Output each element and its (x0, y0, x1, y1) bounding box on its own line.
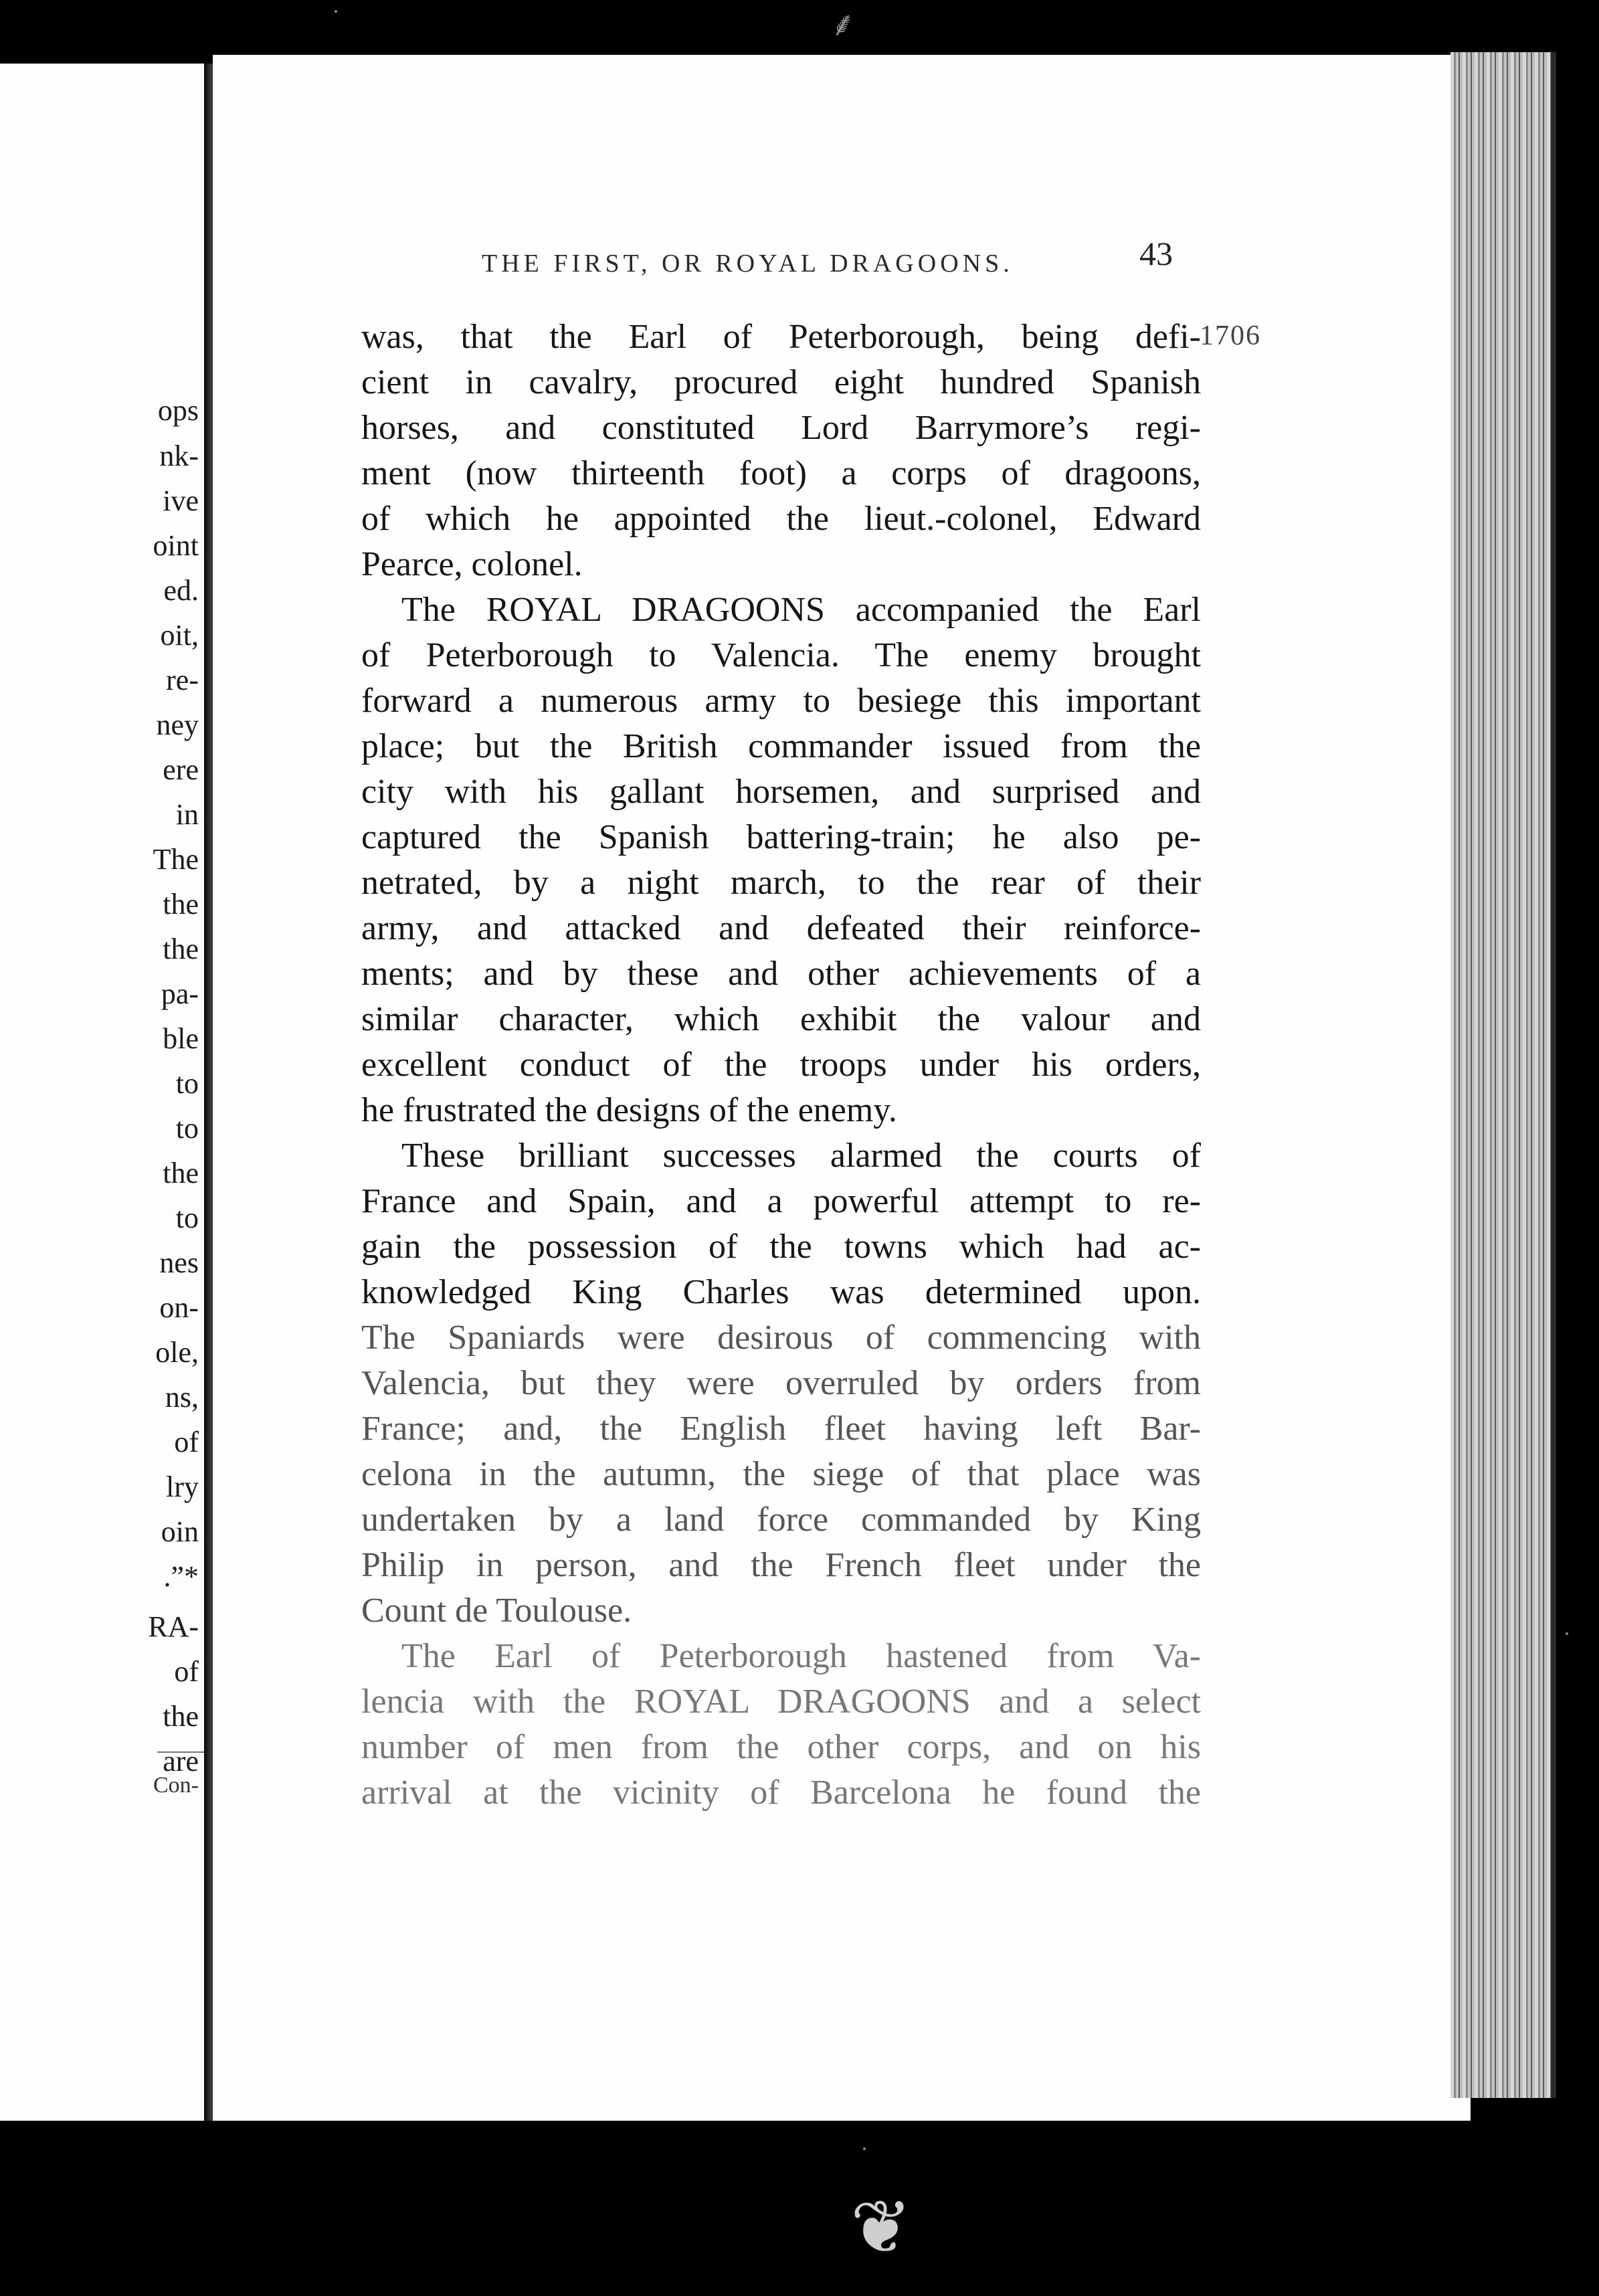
ornament-top-icon: ⸙ (830, 5, 856, 43)
left-page-fragment: ops (157, 394, 199, 427)
text-line: army, and attacked and defeated their reinforce- (361, 909, 1201, 947)
text-line: The ROYAL DRAGOONS accompanied the Earl (401, 591, 1201, 629)
left-page-fragment: ed. (163, 574, 199, 607)
left-page-fragment: ble (163, 1022, 199, 1055)
text-line: similar character, which exhibit the valour and (361, 1000, 1201, 1038)
text-line: Valencia, but they were overruled by orders from (361, 1364, 1201, 1402)
left-page-fragment: to (175, 1067, 199, 1100)
left-page-fragment: The (153, 843, 199, 876)
left-page-fragment: nes (159, 1246, 199, 1279)
left-page-fragment: the (163, 933, 199, 965)
left-page-fragment: to (175, 1202, 199, 1234)
left-page-fragment: oint (153, 529, 199, 562)
left-page-fragment: are (163, 1745, 199, 1778)
left-page-footnote-fragment: Con- (153, 1773, 199, 1798)
text-line: was, that the Earl of Peterborough, being defi- (361, 318, 1201, 356)
scan-speck (863, 2147, 866, 2150)
ornament-bottom-icon: ❦ (850, 2187, 913, 2269)
text-line: Pearce, colonel. (361, 545, 583, 583)
scan-speck (335, 10, 337, 13)
left-page-fragment: ive (163, 484, 199, 517)
text-line: of which he appointed the lieut.-colonel, Edward (361, 500, 1201, 538)
left-page-fragment: of (174, 1655, 199, 1688)
left-page-fragment: the (163, 888, 199, 921)
text-line: ments; and by these and other achievements of a (361, 955, 1201, 993)
left-page-fragment: nk- (159, 440, 199, 472)
left-page-fragment: RA- (148, 1610, 199, 1643)
running-head: THE FIRST, OR ROYAL DRAGOONS. (482, 250, 1014, 278)
text-line: lencia with the ROYAL DRAGOONS and a select (361, 1683, 1201, 1721)
text-line: horses, and constituted Lord Barrymore’s regi- (361, 409, 1201, 447)
left-page-fragment: pa- (161, 977, 199, 1010)
margin-year: 1706 (1200, 320, 1261, 351)
left-page-fragment: the (163, 1157, 199, 1189)
text-line: Philip in person, and the French fleet under the (361, 1546, 1201, 1584)
text-line: Count de Toulouse. (361, 1592, 632, 1630)
text-line: city with his gallant horsemen, and surprised and (361, 773, 1201, 811)
footnote-rule (157, 1751, 204, 1753)
text-line: cient in cavalry, procured eight hundred Spanish (361, 363, 1201, 401)
text-line: number of men from the other corps, and on his (361, 1728, 1201, 1766)
left-page-fragment: ns, (165, 1381, 199, 1414)
left-page-fragment: of (174, 1426, 199, 1458)
text-line: France; and, the English fleet having left Bar- (361, 1410, 1201, 1448)
text-line: forward a numerous army to besiege this important (361, 682, 1201, 720)
text-line: ment (now thirteenth foot) a corps of dragoons, (361, 454, 1201, 492)
left-page-fragment: .”* (163, 1560, 199, 1593)
text-line: These brilliant successes alarmed the courts of (401, 1137, 1201, 1175)
left-page-fragment: the (163, 1700, 199, 1733)
left-page-fragment: on- (159, 1291, 199, 1324)
left-page-fragment: to (175, 1112, 199, 1145)
text-line: netrated, by a night march, to the rear of their (361, 864, 1201, 902)
left-page-fragment: ney (156, 708, 199, 741)
left-page-fragment: re- (166, 664, 199, 696)
text-line: undertaken by a land force commanded by King (361, 1501, 1201, 1539)
left-page-fragment: oin (161, 1515, 199, 1548)
text-line: knowledged King Charles was determined upon. (361, 1273, 1201, 1311)
text-line: celona in the autumn, the siege of that place was (361, 1455, 1201, 1493)
scan-speck (1566, 1632, 1568, 1635)
page-number: 43 (1139, 235, 1173, 272)
left-page-fragment: lry (166, 1470, 199, 1503)
text-line: excellent conduct of the troops under his orders, (361, 1046, 1201, 1084)
text-line: captured the Spanish battering-train; he also pe- (361, 818, 1201, 856)
text-line: The Earl of Peterborough hastened from Va- (401, 1637, 1201, 1675)
text-line: France and Spain, and a powerful attempt to re- (361, 1182, 1201, 1220)
text-line: of Peterborough to Valencia. The enemy brought (361, 636, 1201, 674)
body-text (361, 314, 1201, 1816)
text-line: The Spaniards were desirous of commencing with (361, 1319, 1201, 1357)
left-page-fragment: ole, (155, 1336, 199, 1369)
left-page-fragment: in (175, 798, 199, 831)
left-page-fragment: oit, (160, 619, 199, 652)
left-page-fragment: ere (163, 753, 199, 786)
text-line: he frustrated the designs of the enemy. (361, 1091, 897, 1129)
page-edges (1450, 52, 1556, 2098)
text-line: place; but the British commander issued from the (361, 727, 1201, 765)
text-line: arrival at the vicinity of Barcelona he found the (361, 1774, 1201, 1812)
left-page (0, 64, 211, 2121)
text-line: gain the possession of the towns which had ac- (361, 1228, 1201, 1266)
